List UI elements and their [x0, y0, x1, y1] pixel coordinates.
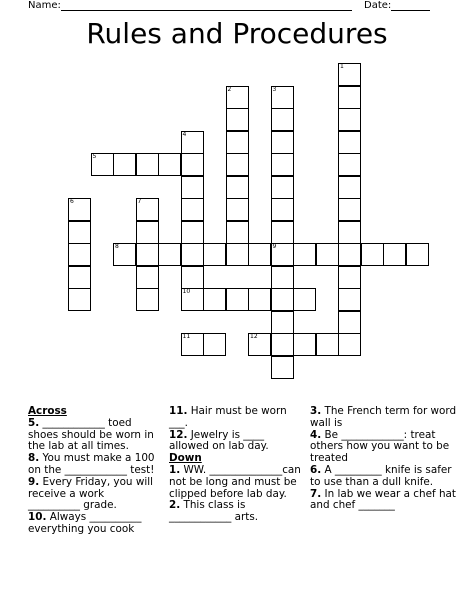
grid-cell[interactable] — [271, 86, 294, 109]
grid-cell[interactable] — [316, 243, 339, 266]
grid-cell[interactable] — [68, 288, 91, 311]
clue-across-12: 12. Jewelry is ____ allowed on lab day. — [169, 428, 269, 453]
grid-cell[interactable] — [68, 266, 91, 289]
grid-cell[interactable] — [338, 153, 361, 176]
clue-column-3 — [310, 406, 460, 512]
grid-cell[interactable] — [226, 198, 249, 221]
grid-cell[interactable] — [136, 153, 159, 176]
clue-down-1: 1. WW. ______________can not be long and must be clipped before lab day. — [169, 463, 301, 500]
grid-cell[interactable] — [293, 333, 316, 356]
clue-column-2 — [169, 406, 304, 524]
grid-cell[interactable] — [158, 243, 181, 266]
grid-cell[interactable] — [113, 243, 136, 266]
clue-down-2: 2. This class is ____________ arts. — [169, 499, 259, 524]
clue-number: 7 — [137, 198, 142, 205]
grid-cell[interactable] — [226, 153, 249, 176]
grid-cell[interactable] — [203, 243, 226, 266]
grid-cell[interactable] — [338, 333, 361, 356]
name-label: Name: — [28, 0, 61, 11]
grid-cell[interactable] — [271, 108, 294, 131]
grid-cell[interactable] — [91, 153, 114, 176]
grid-cell[interactable] — [271, 311, 294, 334]
clue-number: 12 — [250, 333, 258, 340]
grid-cell[interactable] — [271, 333, 294, 356]
grid-cell[interactable] — [338, 198, 361, 221]
grid-cell[interactable] — [181, 266, 204, 289]
clue-number: 6 — [70, 198, 74, 205]
grid-cell[interactable] — [181, 176, 204, 199]
grid-cell[interactable] — [68, 243, 91, 266]
grid-cell[interactable] — [248, 243, 271, 266]
grid-cell[interactable] — [181, 153, 204, 176]
clue-across-11: 11. Hair must be worn ___. — [169, 405, 287, 429]
grid-cell[interactable] — [226, 86, 249, 109]
grid-cell[interactable] — [338, 311, 361, 334]
grid-cell[interactable] — [181, 221, 204, 244]
grid-cell[interactable] — [338, 288, 361, 311]
grid-cell[interactable] — [136, 198, 159, 221]
grid-cell[interactable] — [271, 153, 294, 176]
grid-cell[interactable] — [226, 108, 249, 131]
grid-cell[interactable] — [226, 288, 249, 311]
grid-cell[interactable] — [338, 108, 361, 131]
grid-cell[interactable] — [293, 288, 316, 311]
clue-down-3: 3. The French term for word wall is — [310, 405, 457, 429]
grid-cell[interactable] — [338, 176, 361, 199]
grid-cell[interactable] — [271, 266, 294, 289]
clue-across-8: 8. You must make a 100 on the ____________ test! — [28, 452, 155, 476]
grid-cell[interactable] — [181, 288, 204, 311]
grid-cell[interactable] — [271, 198, 294, 221]
page-title: Rules and Procedures — [86, 17, 388, 50]
grid-cell[interactable] — [271, 243, 294, 266]
grid-cell[interactable] — [316, 333, 339, 356]
grid-cell[interactable] — [68, 198, 91, 221]
clue-across-5: 5. ____________ toed shoes should be worn in the lab at all times. — [28, 416, 154, 453]
grid-cell[interactable] — [181, 131, 204, 154]
grid-cell[interactable] — [271, 131, 294, 154]
clue-number: 5 — [92, 153, 97, 160]
grid-cell[interactable] — [226, 243, 249, 266]
clue-number: 11 — [182, 333, 191, 340]
grid-cell[interactable] — [226, 131, 249, 154]
clue-number: 4 — [182, 130, 187, 138]
grid-cell[interactable] — [226, 176, 249, 199]
grid-cell[interactable] — [181, 333, 204, 356]
grid-cell[interactable] — [293, 243, 316, 266]
date-label: Date: — [364, 0, 392, 11]
grid-cell[interactable] — [338, 86, 361, 109]
grid-cell[interactable] — [136, 288, 159, 311]
clue-down-7: 7. In lab we wear a chef hat and chef _______ — [310, 487, 456, 512]
grid-cell[interactable] — [338, 63, 361, 86]
grid-cell[interactable] — [136, 221, 159, 244]
grid-cell[interactable] — [248, 288, 271, 311]
grid-cell[interactable] — [271, 221, 294, 244]
grid-cell[interactable] — [181, 243, 204, 266]
clue-number: 10 — [182, 288, 191, 295]
clue-down-6: 6. A _________ knife is safer to use than a dull knife. — [310, 463, 452, 488]
clue-number: 3 — [272, 85, 277, 93]
grid-cell[interactable] — [383, 243, 406, 266]
clue-column-1 — [28, 406, 158, 536]
grid-cell[interactable] — [338, 243, 361, 266]
grid-cell[interactable] — [248, 333, 271, 356]
grid-cell[interactable] — [203, 288, 226, 311]
grid-cell[interactable] — [406, 243, 429, 266]
grid-cell[interactable] — [136, 243, 159, 266]
down-heading: Down — [169, 452, 202, 465]
grid-cell[interactable] — [338, 266, 361, 289]
clue-number: 8 — [115, 243, 119, 250]
grid-cell[interactable] — [203, 333, 226, 356]
grid-cell[interactable] — [338, 131, 361, 154]
grid-cell[interactable] — [113, 153, 136, 176]
clue-across-9: 9. Every Friday, you will receive a work __________ grade. — [28, 475, 153, 512]
clue-number: 2 — [227, 85, 232, 93]
grid-cell[interactable] — [181, 198, 204, 221]
clue-across-10: 10. Always __________ everything you cook — [28, 511, 142, 535]
grid-cell[interactable] — [361, 243, 384, 266]
grid-cell[interactable] — [271, 288, 294, 311]
grid-cell[interactable] — [136, 266, 159, 289]
grid-cell[interactable] — [271, 356, 294, 379]
grid-cell[interactable] — [271, 176, 294, 199]
grid-cell[interactable] — [338, 221, 361, 244]
clue-number: 1 — [340, 63, 344, 70]
grid-cell[interactable] — [68, 221, 91, 244]
across-heading: Across — [28, 405, 67, 417]
clue-number: 9 — [272, 243, 277, 250]
clue-down-4: 4. Be ____________: treat others how you want to be treated — [310, 428, 450, 465]
grid-cell[interactable] — [158, 153, 181, 176]
grid-cell[interactable] — [226, 221, 249, 244]
